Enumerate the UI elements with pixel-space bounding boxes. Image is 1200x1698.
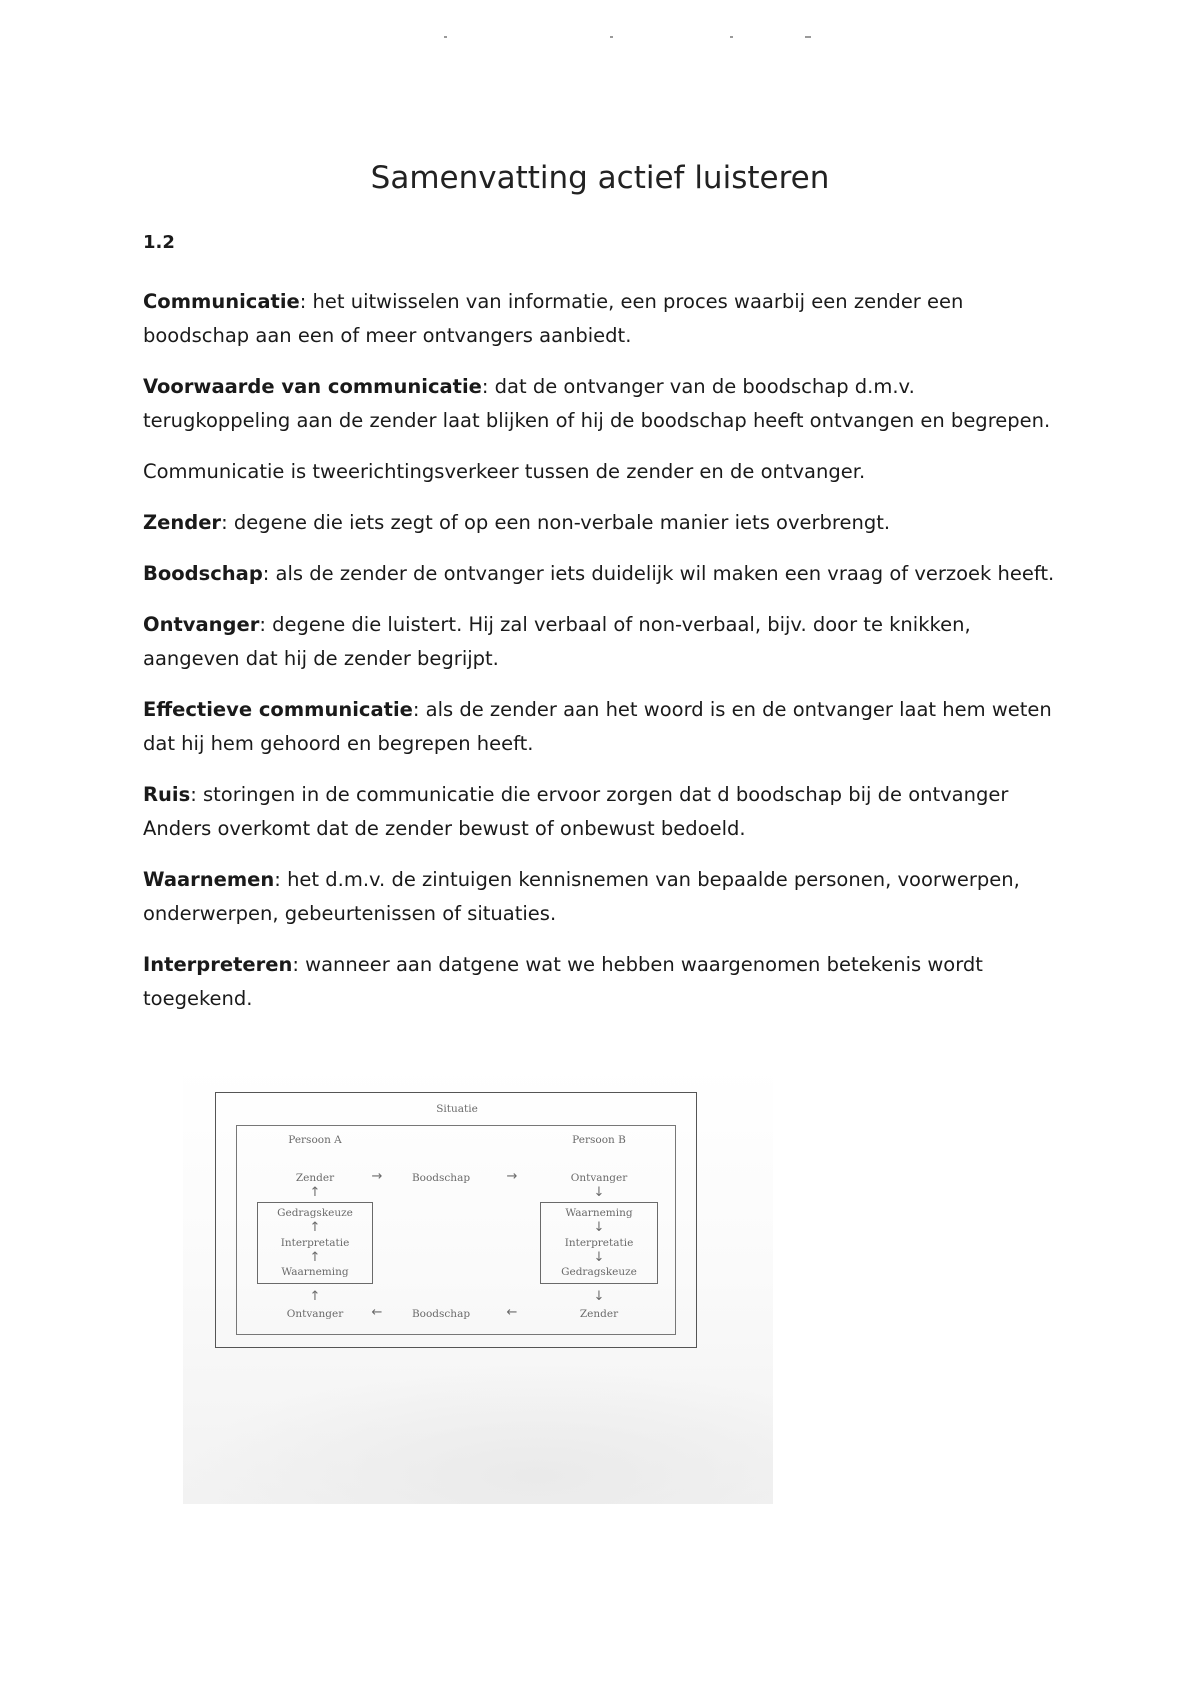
definition-term: Communicatie xyxy=(143,290,300,313)
definition-ruis xyxy=(143,778,1068,846)
right-box-item: Waarneming xyxy=(565,1207,633,1219)
top-right-ontvanger: Ontvanger xyxy=(570,1172,628,1184)
definition-text: : storingen in de communicatie die ervoor zorgen dat d boodschap bij de ontvanger Anders overkomt dat de zender bewust of onbewust bedoeld. xyxy=(143,783,1009,840)
definition-interpreteren xyxy=(143,948,1068,1016)
definition-boodschap xyxy=(143,557,1068,591)
definition-text: Communicatie is tweerichtingsverkeer tussen de zender en de ontvanger. xyxy=(143,460,866,483)
definition-effectieve-communicatie xyxy=(143,693,1068,761)
arrow-left-icon: ← xyxy=(506,1305,518,1320)
top-left-zender: Zender xyxy=(295,1172,335,1184)
diagram-inner-frame xyxy=(236,1125,676,1335)
definition-voorwaarde xyxy=(143,370,1068,438)
definition-term: Interpreteren xyxy=(143,953,293,976)
page-edge-marks xyxy=(0,36,1200,40)
definition-zender xyxy=(143,506,1068,540)
definition-term: Ruis xyxy=(143,783,191,806)
definition-text: : als de zender de ontvanger iets duidelijk wil maken een vraag of verzoek heeft. xyxy=(262,562,1055,585)
definition-text: : dat de ontvanger van de boodschap d.m.v. terugkoppeling aan de zender laat blijken of hij de boodschap heeft ontvangen en begrepen. xyxy=(143,375,1051,432)
arrow-up-icon: ↑ xyxy=(309,1185,321,1200)
person-b-label: Persoon B xyxy=(572,1134,626,1146)
arrow-down-icon: ↓ xyxy=(593,1250,605,1265)
arrow-down-icon: ↓ xyxy=(593,1220,605,1235)
person-b-process-box xyxy=(540,1202,658,1284)
communication-model-figure xyxy=(183,1064,773,1504)
definitions-list xyxy=(143,285,1068,1033)
arrow-up-icon: ↑ xyxy=(309,1289,321,1304)
diagram-outer-frame xyxy=(215,1092,697,1348)
person-a-label: Persoon A xyxy=(288,1134,342,1146)
definition-waarnemen xyxy=(143,863,1068,931)
definition-term: Ontvanger xyxy=(143,613,260,636)
person-a-process-box xyxy=(257,1202,373,1284)
page-title: Samenvatting actief luisteren xyxy=(370,160,830,196)
arrow-right-icon: → xyxy=(371,1169,383,1184)
definition-text: : degene die iets zegt of op een non-verbale manier iets overbrengt. xyxy=(221,511,891,534)
right-box-item: Interpretatie xyxy=(564,1237,634,1249)
definition-text: : wanneer aan datgene wat we hebben waargenomen betekenis wordt toegekend. xyxy=(143,953,983,1010)
bottom-right-zender: Zender xyxy=(579,1308,619,1320)
definition-text: : het uitwisselen van informatie, een proces waarbij een zender een boodschap aan een of meer ontvangers aanbiedt. xyxy=(143,290,964,347)
arrow-up-icon: ↑ xyxy=(309,1220,321,1235)
definition-term: Voorwaarde van communicatie xyxy=(143,375,482,398)
section-number: 1.2 xyxy=(143,232,175,253)
arrow-down-icon: ↓ xyxy=(593,1289,605,1304)
arrow-down-icon: ↓ xyxy=(593,1185,605,1200)
right-box-item: Gedragskeuze xyxy=(561,1266,637,1278)
definition-ontvanger xyxy=(143,608,1068,676)
situation-label: Situatie xyxy=(436,1103,478,1115)
definition-term: Zender xyxy=(143,511,222,534)
left-box-item: Interpretatie xyxy=(280,1237,350,1249)
bottom-middle-boodschap: Boodschap xyxy=(411,1308,471,1320)
definition-term: Boodschap xyxy=(143,562,263,585)
left-box-item: Waarneming xyxy=(281,1266,349,1278)
definition-term: Effectieve communicatie xyxy=(143,698,413,721)
definition-term: Waarnemen xyxy=(143,868,275,891)
arrow-left-icon: ← xyxy=(371,1305,383,1320)
left-box-item: Gedragskeuze xyxy=(277,1207,353,1219)
definition-text: : als de zender aan het woord is en de ontvanger laat hem weten dat hij hem gehoord en begrepen heeft. xyxy=(143,698,1052,755)
definition-communicatie xyxy=(143,285,1068,353)
arrow-right-icon: → xyxy=(506,1169,518,1184)
definition-text: : het d.m.v. de zintuigen kennisnemen van bepaalde personen, voorwerpen, onderwerpen, gebeurtenissen of situaties. xyxy=(143,868,1020,925)
scan-shadow xyxy=(183,1364,773,1504)
definition-text: : degene die luistert. Hij zal verbaal of non-verbaal, bijv. door te knikken, aangeven dat hij de zender begrijpt. xyxy=(143,613,971,670)
top-middle-boodschap: Boodschap xyxy=(411,1172,471,1184)
arrow-up-icon: ↑ xyxy=(309,1250,321,1265)
statement-tweerichtingsverkeer xyxy=(143,455,1068,489)
bottom-left-ontvanger: Ontvanger xyxy=(286,1308,344,1320)
